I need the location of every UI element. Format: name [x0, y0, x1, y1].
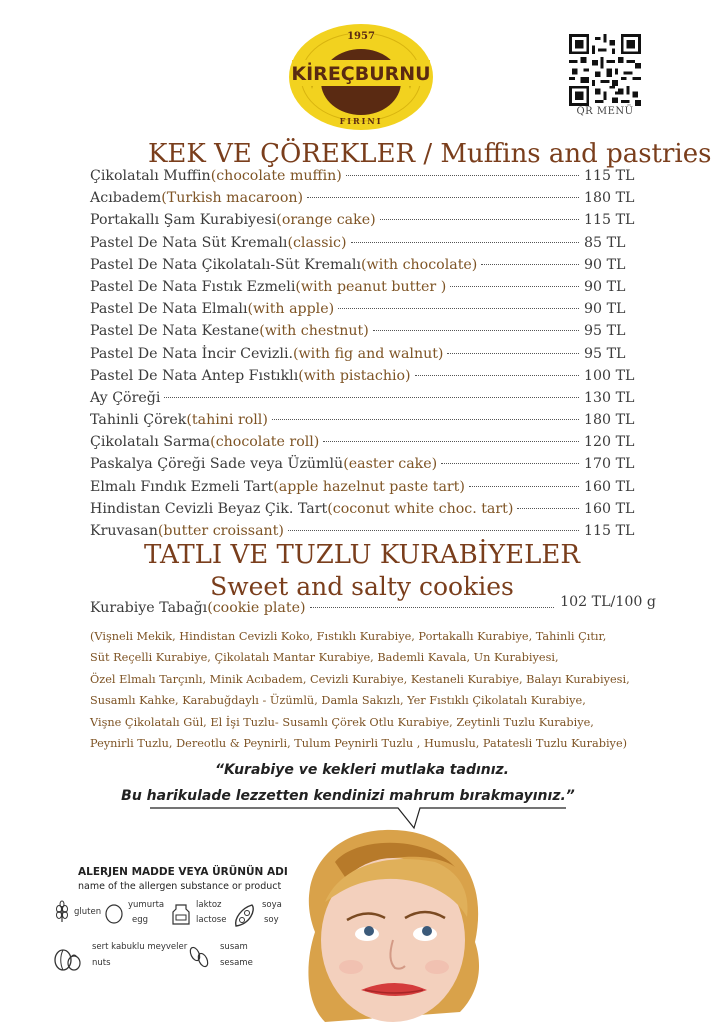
section-title-pastries: KEK VE ÇÖREKLER / Muffins and pastries	[148, 139, 712, 169]
menu-item	[90, 367, 635, 390]
menu-item	[90, 456, 635, 478]
item-english: (chocolate roll)	[210, 434, 320, 451]
item-price: 102 TL/100 g	[560, 594, 656, 610]
item-english: (cookie plate)	[207, 600, 306, 616]
egg-icon	[104, 902, 124, 924]
leader-dots	[164, 397, 579, 398]
logo-sub: FIRINI	[339, 116, 383, 126]
item-english: (coconut white choc. tart)	[327, 500, 514, 517]
cookie-line: Süt Reçelli Kurabiye, Çikolatalı Mantar Kurabiye, Bademli Kavala, Un Kurabiyesi,	[90, 651, 559, 665]
item-price: 115 TL	[584, 523, 635, 539]
leader-dots	[447, 353, 579, 354]
gluten-label: gluten	[74, 907, 102, 917]
menu-item	[90, 279, 630, 301]
milk-can-icon	[170, 902, 192, 926]
cookie-plate-item	[90, 594, 656, 616]
leader-dots	[481, 264, 579, 265]
item-english: (with pistachio)	[298, 367, 411, 384]
menu-item	[90, 478, 635, 501]
item-price: 95 TL	[584, 323, 626, 340]
item-price: 90 TL	[584, 301, 626, 318]
item-english: (easter cake)	[343, 456, 438, 473]
menu-item	[90, 168, 635, 190]
leader-dots	[469, 486, 579, 487]
vintage-woman-illustration	[285, 822, 495, 1024]
item-price: 100 TL	[584, 367, 635, 384]
item-english: (with chestnut)	[259, 323, 369, 340]
item-name: Paskalya Çöreği Sade veya Üzümlü	[90, 456, 344, 473]
allergen-soy	[232, 900, 292, 932]
menu-item	[90, 301, 630, 323]
item-price: 115 TL	[584, 212, 635, 229]
menu-item	[90, 212, 635, 234]
leader-dots	[338, 308, 579, 309]
item-name: Pastel De Nata Çikolatalı-Süt Kremalı	[90, 256, 362, 273]
kirecburnu-logo	[286, 22, 436, 132]
item-price: 95 TL	[584, 345, 626, 362]
pastries-list	[90, 168, 635, 545]
menu-item	[90, 257, 630, 279]
item-name: Elmalı Fındık Ezmeli Tart	[90, 478, 274, 495]
qr-menu-label: QR MENÜ	[576, 106, 634, 117]
item-name: Portakallı Şam Kurabiyesi	[90, 212, 277, 229]
logo-name: KİREÇBURNU	[291, 63, 431, 85]
item-price: 180 TL	[584, 190, 635, 207]
soy-label-tr: soya	[262, 900, 282, 910]
item-price: 170 TL	[584, 456, 635, 473]
item-name: Tahinli Çörek	[90, 412, 187, 429]
item-price: 180 TL	[584, 412, 635, 429]
item-english: (apple hazelnut paste tart)	[273, 478, 465, 495]
leader-dots	[517, 508, 579, 509]
item-name: Pastel De Nata İncir Cevizli.	[90, 345, 293, 362]
item-name: Pastel De Nata Fıstık Ezmeli	[90, 278, 296, 295]
menu-item	[90, 412, 635, 434]
menu-item	[90, 323, 630, 345]
item-name: Hindistan Cevizli Beyaz Çik. Tart	[90, 500, 328, 517]
sesame-label-en: sesame	[220, 958, 253, 968]
item-price: 115 TL	[584, 168, 635, 184]
item-name: Kruvasan	[90, 523, 158, 539]
leader-dots	[351, 242, 579, 243]
item-english: (tahini roll)	[186, 412, 268, 429]
leader-dots	[272, 419, 579, 420]
allergen-title: ALERJEN MADDE VEYA ÜRÜNÜN ADI	[78, 866, 288, 878]
allergen-gluten	[50, 900, 110, 924]
menu-item	[90, 235, 630, 257]
sesame-icon	[186, 944, 212, 970]
section-subtitle-cookies: Sweet and salty cookies	[210, 572, 514, 601]
item-name: Kurabiye Tabağı	[90, 600, 208, 616]
menu-item	[90, 389, 635, 412]
section-title-cookies: TATLI VE TUZLU KURABİYELER	[144, 540, 580, 570]
item-name: Pastel De Nata Kestane	[90, 323, 260, 340]
item-english: (butter croissant)	[157, 523, 284, 539]
qr-code[interactable]	[569, 34, 641, 106]
lactose-label-tr: laktoz	[196, 900, 222, 910]
item-name: Ay Çöreği	[90, 389, 161, 406]
leader-dots	[415, 375, 579, 376]
item-english: (with apple)	[247, 301, 335, 318]
quote-line-1: “Kurabiye ve kekleri mutlaka tadınız.	[214, 762, 510, 778]
leader-dots	[288, 530, 579, 531]
item-name: Acıbadem	[90, 190, 162, 207]
nuts-icon	[52, 944, 82, 974]
soybean-icon	[232, 902, 258, 930]
cookie-varieties	[90, 626, 650, 754]
nuts-label-tr: sert kabuklu meyveler	[92, 942, 188, 952]
leader-dots	[310, 607, 555, 608]
leader-dots	[346, 175, 579, 176]
item-english: (Turkish macaroon)	[161, 190, 304, 207]
leader-dots	[373, 330, 579, 331]
item-price: 85 TL	[584, 234, 626, 251]
leader-dots	[450, 286, 579, 287]
item-english: (with peanut butter )	[295, 278, 447, 295]
egg-label-tr: yumurta	[128, 900, 165, 910]
sesame-label-tr: susam	[220, 942, 248, 952]
egg-label-en: egg	[132, 915, 149, 925]
allergen-lactose	[170, 900, 240, 930]
item-price: 160 TL	[584, 478, 635, 495]
item-english: (orange cake)	[276, 212, 376, 229]
cookie-line: (Vişneli Mekik, Hindistan Cevizli Koko, Fıstıklı Kurabiye, Portakallı Kurabiye, Tahinli Çıtır,	[90, 630, 607, 643]
cookie-line: Peynirli Tuzlu, Dereotlu & Peynirli, Tulum Peynirli Tuzlu , Humuslu, Patatesli Tuzlu Kurabiye)	[90, 737, 628, 751]
menu-item	[90, 346, 630, 368]
cookie-line: Özel Elmalı Tarçınlı, Minik Acıbadem, Cevizli Kurabiye, Kestaneli Kurabiye, Balayı Kurabiyesi,	[90, 672, 630, 686]
nuts-label-en: nuts	[92, 958, 111, 968]
soy-label-en: soy	[264, 915, 279, 925]
item-price: 90 TL	[584, 256, 626, 273]
cookie-line: Vişne Çikolatalı Gül, El İşi Tuzlu- Susamlı Çörek Otlu Kurabiye, Zeytinli Tuzlu Kurabiye,	[90, 715, 594, 729]
allergen-nuts	[52, 940, 188, 974]
wheat-icon	[50, 900, 74, 924]
lactose-label-en: lactose	[196, 915, 227, 925]
leader-dots	[380, 219, 579, 220]
leader-dots	[307, 197, 579, 198]
allergen-sesame	[186, 940, 256, 974]
cookie-line: Susamlı Kahke, Karabuğdaylı - Üzümlü, Damla Sakızlı, Yer Fıstıklı Çikolatalı Kurabiye,	[90, 694, 586, 708]
allergen-egg	[104, 900, 174, 930]
allergen-subtitle: name of the allergen substance or product	[78, 881, 282, 892]
leader-dots	[323, 441, 579, 442]
item-name: Pastel De Nata Süt Kremalı	[90, 234, 288, 251]
item-price: 160 TL	[584, 500, 635, 517]
item-english: (with fig and walnut)	[293, 345, 444, 362]
menu-item	[90, 434, 635, 456]
logo-year: 1957	[347, 31, 375, 42]
item-price: 90 TL	[584, 278, 626, 295]
item-name: Çikolatalı Muffin	[90, 168, 211, 184]
item-name: Çikolatalı Sarma	[90, 434, 211, 451]
menu-item	[90, 190, 635, 212]
item-price: 130 TL	[584, 389, 635, 406]
item-name: Pastel De Nata Antep Fıstıklı	[90, 367, 299, 384]
item-price: 120 TL	[584, 434, 635, 451]
item-english: (chocolate muffin)	[210, 168, 342, 184]
item-english: (with chocolate)	[361, 256, 478, 273]
item-name: Pastel De Nata Elmalı	[90, 301, 248, 318]
item-english: (classic)	[287, 234, 347, 251]
menu-item	[90, 500, 635, 523]
quote-line-2: Bu harikulade lezzetten kendinizi mahrum bırakmayınız.”	[121, 788, 575, 804]
leader-dots	[441, 463, 579, 464]
